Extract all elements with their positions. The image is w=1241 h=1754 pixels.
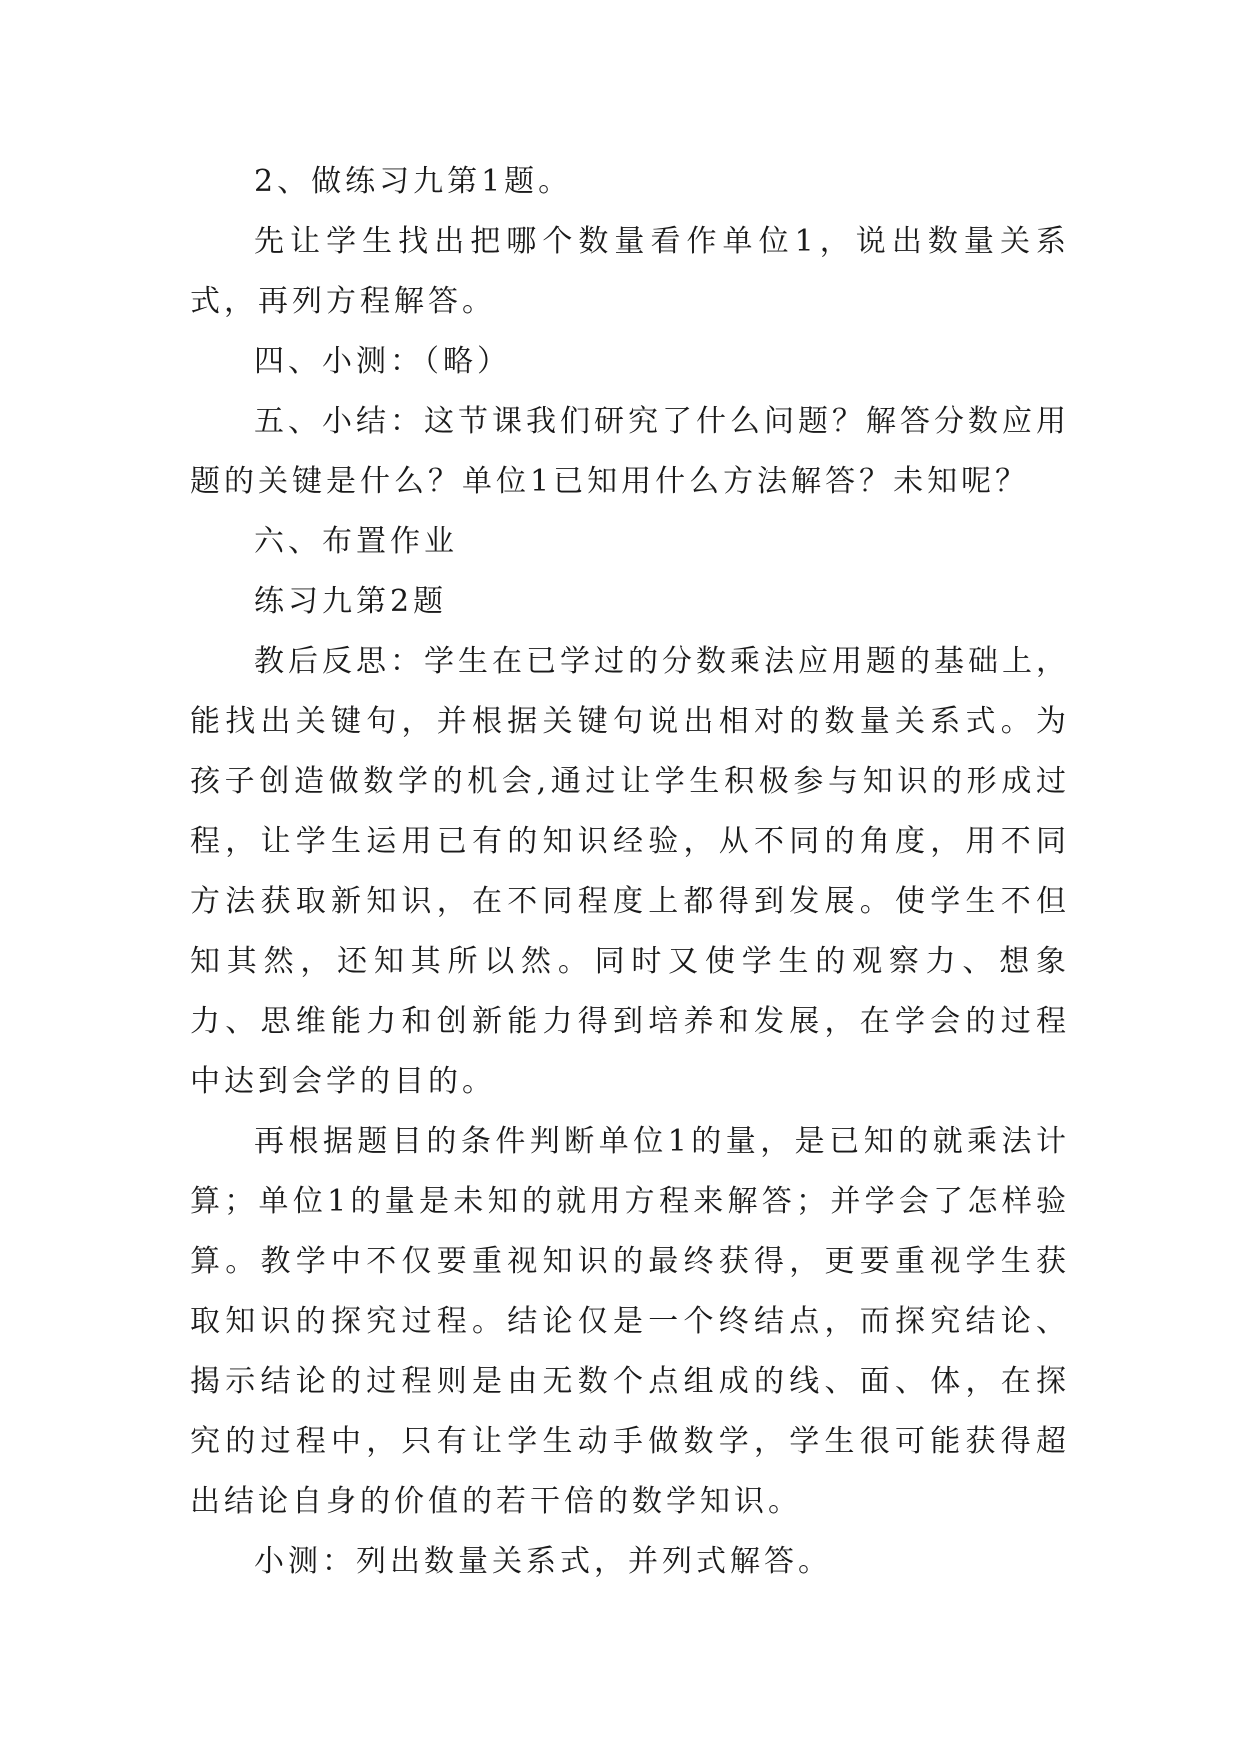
paragraph-reflection-continued: 再根据题目的条件判断单位1的量，是已知的就乘法计算；单位1的量是未知的就用方程来解答；并学会了怎样验算。教学中不仅要重视知识的最终获得，更要重视学生获取知识的探究过程。结论仅是一个终结点，而探究结论、揭示结论的过程则是由无数个点组成的线、面、体，在探究的过程中，只有让学生动手做数学，学生很可能获得超出结论自身的价值的若干倍的数学知识。	[190, 1124, 1070, 1519]
paragraph-exercise-instruction: 先让学生找出把哪个数量看作单位1，说出数量关系式，再列方程解答。	[190, 224, 1070, 319]
paragraph-homework-item: 练习九第2题	[254, 584, 448, 619]
document-body	[190, 152, 1070, 1592]
paragraph-homework-heading: 六、布置作业	[254, 524, 458, 559]
paragraph-reflection: 教后反思：学生在已学过的分数乘法应用题的基础上，能找出关键句，并根据关键句说出相对的数量关系式。为孩子创造做数学的机会,通过让学生积极参与知识的形成过程，让学生运用已有的知识经验，从不同的角度，用不同方法获取新知识，在不同程度上都得到发展。使学生不但知其然，还知其所以然。同时又使学生的观察力、想象力、思维能力和创新能力得到培养和发展，在学会的过程中达到会学的目的。	[190, 644, 1070, 1099]
paragraph-quiz-heading: 四、小测：（略）	[254, 344, 511, 379]
paragraph-exercise-item: 2、做练习九第1题。	[254, 164, 573, 199]
paragraph-summary: 五、小结：这节课我们研究了什么问题？解答分数应用题的关键是什么？单位1已知用什么方法解答？未知呢？	[190, 404, 1070, 499]
paragraph-quiz-instruction: 小测：列出数量关系式，并列式解答。	[254, 1544, 832, 1579]
